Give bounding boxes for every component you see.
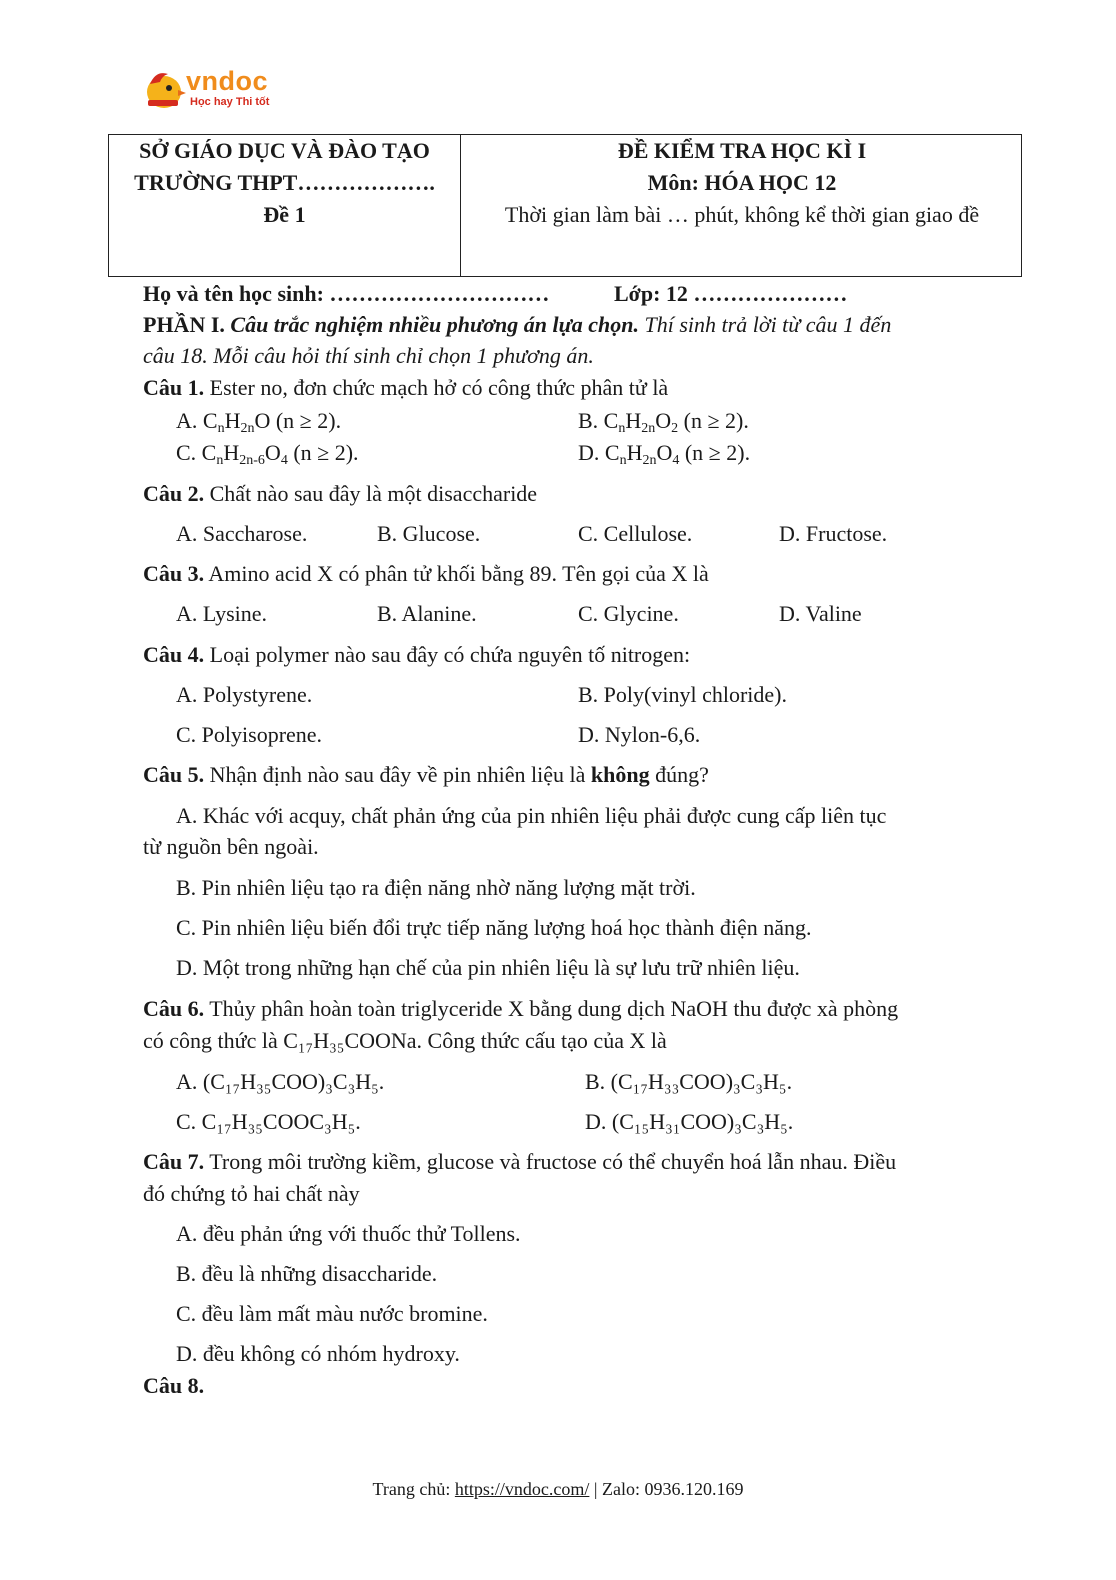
q1-condition-c: (n ≥ 2). bbox=[287, 440, 359, 465]
q5-text-a: Nhận định nào sau đây về pin nhiên liệu là bbox=[204, 762, 591, 787]
q2-label: Câu 2. bbox=[143, 481, 205, 506]
exam-title: ĐỀ KIỂM TRA HỌC KÌ I bbox=[617, 138, 867, 163]
question-3 bbox=[143, 558, 709, 590]
q5-option-c[interactable]: C. Pin nhiên liệu biến đổi trực tiếp năng lượng hoá học thành điện năng. bbox=[176, 915, 812, 940]
q2-option-c[interactable]: C. Cellulose. bbox=[578, 521, 693, 546]
logo-slogan: Học hay Thi tốt bbox=[190, 96, 270, 108]
q4-option-d[interactable]: D. Nylon-6,6. bbox=[578, 722, 701, 747]
q3-option-c[interactable]: C. Glycine. bbox=[578, 601, 679, 626]
question-4 bbox=[143, 639, 690, 671]
q6-label: Câu 6. bbox=[143, 996, 205, 1021]
q5-label: Câu 5. bbox=[143, 762, 205, 787]
q1-label: Câu 1. bbox=[143, 375, 205, 400]
q6-option-d[interactable]: D. (C₁₅H₃₁COO)₃C₃H₅. bbox=[585, 1109, 794, 1134]
q1-condition-a: (n ≥ 2). bbox=[270, 408, 342, 433]
q3-option-a[interactable]: A. Lysine. bbox=[176, 601, 268, 626]
q6-text-1: Thủy phân hoàn toàn triglyceride X bằng dung dịch NaOH thu được xà phòng bbox=[204, 996, 899, 1021]
q2-option-a[interactable]: A. Saccharose. bbox=[176, 521, 308, 546]
department-name: SỞ GIÁO DỤC VÀ ĐÀO TẠO bbox=[139, 138, 430, 163]
q7-option-c[interactable]: C. đều làm mất màu nước bromine. bbox=[176, 1301, 488, 1326]
exam-subject: Môn: HÓA HỌC 12 bbox=[647, 170, 837, 195]
q1-option-b[interactable]: B. $C_nH_{2n}O_2$ (n ≥ 2). bbox=[578, 408, 749, 436]
student-name-label: Họ và tên học sinh: ………………………… bbox=[143, 281, 550, 306]
q2-option-d[interactable]: D. Fructose. bbox=[779, 521, 888, 546]
q1-condition-b: (n ≥ 2). bbox=[678, 408, 749, 433]
q5-option-a-line1[interactable]: A. Khác với acquy, chất phản ứng của pin nhiên liệu phải được cung cấp liên tục bbox=[176, 803, 887, 828]
page-footer bbox=[0, 1476, 1116, 1502]
q5-option-d[interactable]: D. Một trong những hạn chế của pin nhiên liệu là sự lưu trữ nhiên liệu. bbox=[176, 955, 800, 980]
q4-label: Câu 4. bbox=[143, 642, 205, 667]
question-5 bbox=[143, 759, 709, 791]
q4-text: Loại polymer nào sau đây có chứa nguyên tố nitrogen: bbox=[204, 642, 691, 667]
exam-time: Thời gian làm bài … phút, không kể thời gian giao đề bbox=[504, 202, 980, 227]
q6-option-c[interactable]: C. C₁₇H₃₅COOC₃H₅. bbox=[176, 1109, 361, 1134]
q6-option-b[interactable]: B. (C₁₇H₃₃COO)₃C₃H₅. bbox=[585, 1069, 793, 1094]
vndoc-logo[interactable] bbox=[142, 64, 292, 114]
q4-option-b[interactable]: B. Poly(vinyl chloride). bbox=[578, 682, 787, 707]
part1-instruction-2: câu 18. Mỗi câu hỏi thí sinh chỉ chọn 1 phương án. bbox=[143, 343, 594, 368]
q2-text: Chất nào sau đây là một disaccharide bbox=[204, 481, 538, 506]
q4-option-a[interactable]: A. Polystyrene. bbox=[176, 682, 313, 707]
question-2 bbox=[143, 478, 537, 510]
q5-option-a-line2[interactable]: từ nguồn bên ngoài. bbox=[143, 834, 319, 859]
part1-label: PHẦN I. bbox=[143, 312, 231, 337]
q3-option-b[interactable]: B. Alanine. bbox=[377, 601, 477, 626]
q1-option-c[interactable]: C. $C_nH_{2n-6}O_4$ (n ≥ 2). bbox=[176, 440, 359, 468]
q2-option-b[interactable]: B. Glucose. bbox=[377, 521, 481, 546]
q6-option-a[interactable]: A. (C₁₇H₃₅COO)₃C₃H₅. bbox=[176, 1069, 385, 1094]
q1-option-d[interactable]: D. $C_nH_{2n}O_4$ (n ≥ 2). bbox=[578, 440, 751, 468]
homepage-link[interactable]: https://vndoc.com/ bbox=[454, 1479, 590, 1499]
q5-option-b[interactable]: B. Pin nhiên liệu tạo ra điện năng nhờ năng lượng mặt trời. bbox=[176, 875, 696, 900]
q5-text-emphasis: không bbox=[590, 762, 650, 787]
chick-mascot-icon bbox=[142, 66, 188, 112]
part1-instruction-1: Thí sinh trả lời từ câu 1 đến bbox=[639, 312, 892, 337]
q7-label: Câu 7. bbox=[143, 1149, 205, 1174]
part1-title: Câu trắc nghiệm nhiều phương án lựa chọn. bbox=[230, 312, 640, 337]
exam-header-table bbox=[108, 134, 1022, 277]
q7-option-b[interactable]: B. đều là những disaccharide. bbox=[176, 1261, 438, 1286]
student-class-label: Lớp: 12 ………………… bbox=[614, 281, 848, 306]
question-1 bbox=[143, 372, 668, 404]
q7-option-d[interactable]: D. đều không có nhóm hydroxy. bbox=[176, 1341, 460, 1366]
q7-text-1: Trong môi trường kiềm, glucose và fructose có thể chuyển hoá lẫn nhau. Điều bbox=[204, 1149, 897, 1174]
q1-option-a[interactable]: A. $C_nH_{2n}O$ (n ≥ 2). bbox=[176, 408, 342, 436]
question-7-line2: đó chứng tỏ hai chất này bbox=[143, 1181, 360, 1206]
exam-code: Đề 1 bbox=[263, 202, 306, 227]
q1-condition-d: (n ≥ 2). bbox=[679, 440, 751, 465]
question-7-line1 bbox=[143, 1146, 896, 1178]
q7-option-a[interactable]: A. đều phản ứng với thuốc thử Tollens. bbox=[176, 1221, 521, 1246]
q3-text: Amino acid X có phân tử khối bằng 89. Tên gọi của X là bbox=[204, 561, 709, 586]
q3-option-d[interactable]: D. Valine bbox=[779, 601, 862, 626]
part1-heading bbox=[143, 309, 891, 341]
school-name: TRƯỜNG THPT………………. bbox=[134, 170, 435, 195]
q3-label: Câu 3. bbox=[143, 561, 205, 586]
q4-option-c[interactable]: C. Polyisoprene. bbox=[176, 722, 323, 747]
q1-text: Ester no, đơn chức mạch hở có công thức phân tử là bbox=[204, 375, 669, 400]
question-8: Câu 8. bbox=[143, 1373, 205, 1398]
logo-brand: vndoc bbox=[186, 66, 269, 96]
question-6-line1 bbox=[143, 993, 898, 1025]
footer-zalo: | Zalo: 0936.120.169 bbox=[589, 1479, 744, 1499]
footer-prefix: Trang chủ: bbox=[372, 1479, 455, 1499]
question-6-line2: có công thức là C₁₇H₃₅COONa. Công thức cấu tạo của X là bbox=[143, 1028, 667, 1053]
q5-text-b: đúng? bbox=[649, 762, 709, 787]
